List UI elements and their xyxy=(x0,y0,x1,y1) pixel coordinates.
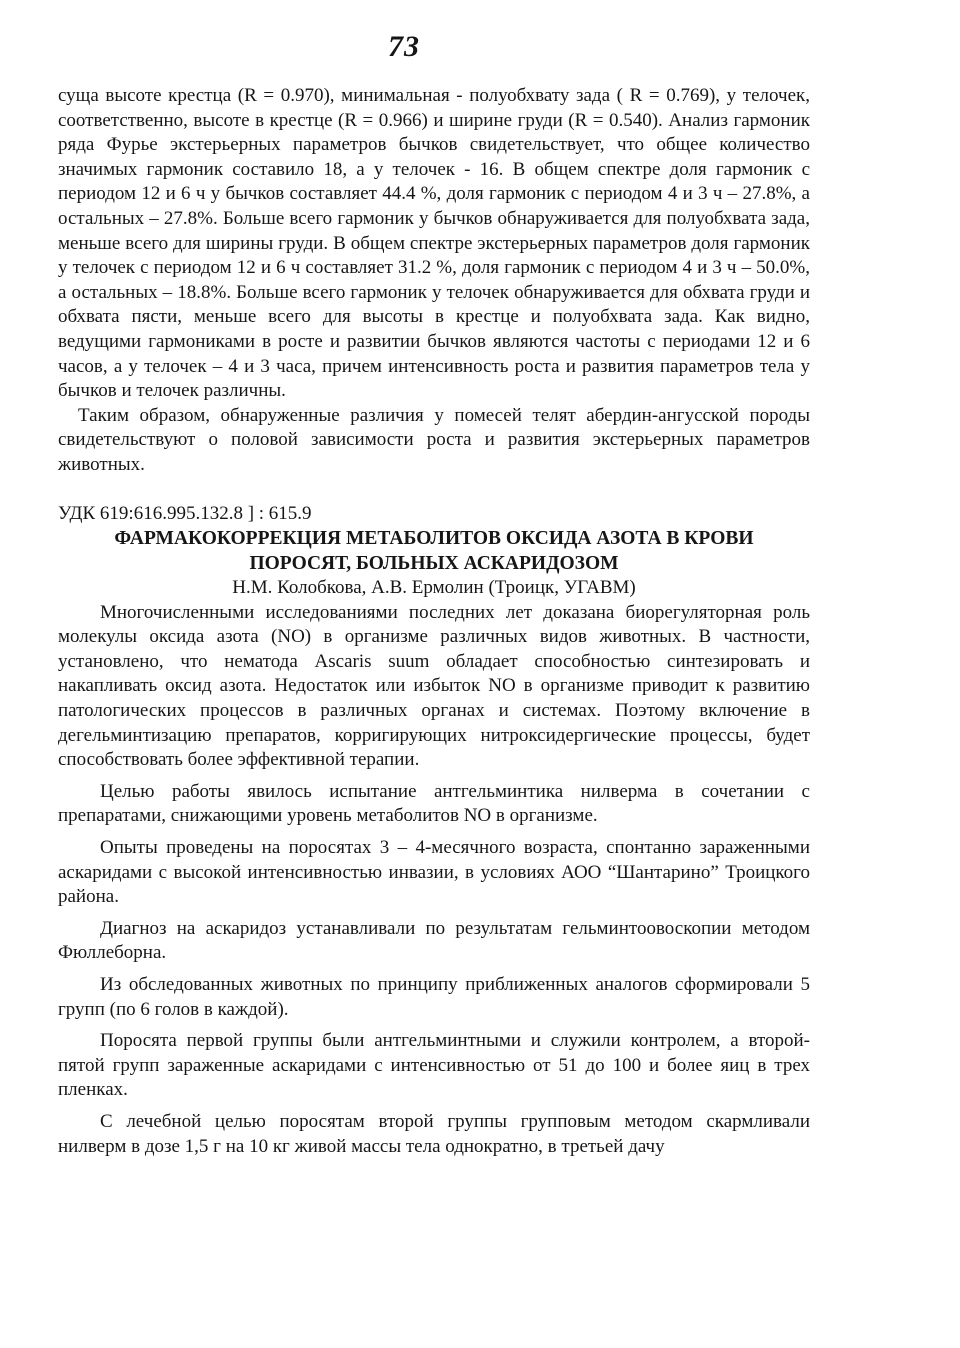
article-title xyxy=(58,526,810,576)
article-paragraph-5: Из обследованных животных по принципу приближенных аналогов сформировали 5 групп (по 6 голов в каждой). xyxy=(58,974,810,1020)
article-paragraph-6: Поросята первой группы были антгельминтными и служили контролем, а второй-пятой групп зараженные аскаридами с интенсивностью от 51 до 100 и более яиц в трех пленках. xyxy=(58,1030,810,1101)
article-title-line-2: ПОРОСЯТ, БОЛЬНЫХ АСКАРИДОЗОМ xyxy=(249,553,619,575)
article-authors: Н.М. Колобкова, А.В. Ермолин (Троицк, УГАВМ) xyxy=(232,577,636,599)
article-paragraph-3: Опыты проведены на поросятах 3 – 4-месячного возраста, спонтанно зараженными аскаридами с высокой интенсивностью инвазии, в условиях АОО “Шантарино” Троицкого района. xyxy=(58,837,810,908)
article-paragraph-2: Целью работы явилось испытание антгельминтика нилверма в сочетании с препаратами, снижающими уровень метаболитов NO в организме. xyxy=(58,780,810,827)
article-paragraph-7: С лечебной целью поросятам второй группы групповым методом скармливали нилверм в дозе 1,5 г на 10 кг живой массы тела однократно, в третьей дачу xyxy=(58,1110,810,1157)
article-paragraph-4: Диагноз на аскаридоз устанавливали по результатам гельминтоовоскопии методом Фюллеборна. xyxy=(58,917,810,964)
udc-code: УДК 619:616.995.132.8 ] : 615.9 xyxy=(58,502,312,524)
page-body xyxy=(58,84,810,1159)
page-number: 73 xyxy=(388,30,420,63)
article-title-line-1: ФАРМАКОКОРРЕКЦИЯ МЕТАБОЛИТОВ ОКСИДА АЗОТА В КРОВИ xyxy=(114,528,754,550)
continued-paragraph: суща высоте крестца (R = 0.970), минимальная - полуобхвату зада ( R = 0.769), у телочек, соответственно, высоте в крестце (R = 0.966) и ширине груди (R = 0.540). Анализ гармоник ряда Фурье экстерьерных параметров бычков свидетельствует, что общее количество значимых гармоник составило 18, а у телочек - 16. В общем спектре доля гармоник с периодом 12 и 6 ч у бычков составляет 44.4 %, доля гармоник с периодом 4 и 3 ч – 27.8%, а остальных – 27.8%. Больше всего гармоник у бычков обнаруживается для полуобхвата зада, меньше всего для ширины груди. В общем спектре экстерьерных параметров доля гармоник у телочек с периодом 12 и 6 ч составляет 31.2 %, доля гармоник с периодом 4 и 3 ч – 50.0%, а остальных – 18.8%. Больше всего гармоник у телочек обнаруживается для обхвата груди и обхвата пясти, меньше всего для высоты в крестце и полуобхвата зада. Как видно, ведущими гармониками в росте и развитии бычков являются частоты с периодами 12 и 6 часов, а у телочек – 4 и 3 часа, причем интенсивность роста и развития параметров тела у бычков и телочек различны. xyxy=(58,85,810,402)
article-paragraph-1: Многочисленными исследованиями последних лет доказана биорегуляторная роль молекулы оксида азота (NO) в организме различных видов животных. В частности, установлено, что нематода Ascaris suum обладает способностью синтезировать и накапливать оксид азота. Недостаток или избыток NO в организме приводит к развитию патологических процессов в различных органах и системах. Поэтому включение в дегельминтизацию препаратов, корригирующих нитроксидергические процессы, будет способствовать более эффективной терапии. xyxy=(58,601,810,771)
conclusion-paragraph: Таким образом, обнаруженные различия у помесей телят абердин-ангусской породы свидетельствуют о половой зависимости роста и развития экстерьерных параметров животных. xyxy=(58,404,810,475)
